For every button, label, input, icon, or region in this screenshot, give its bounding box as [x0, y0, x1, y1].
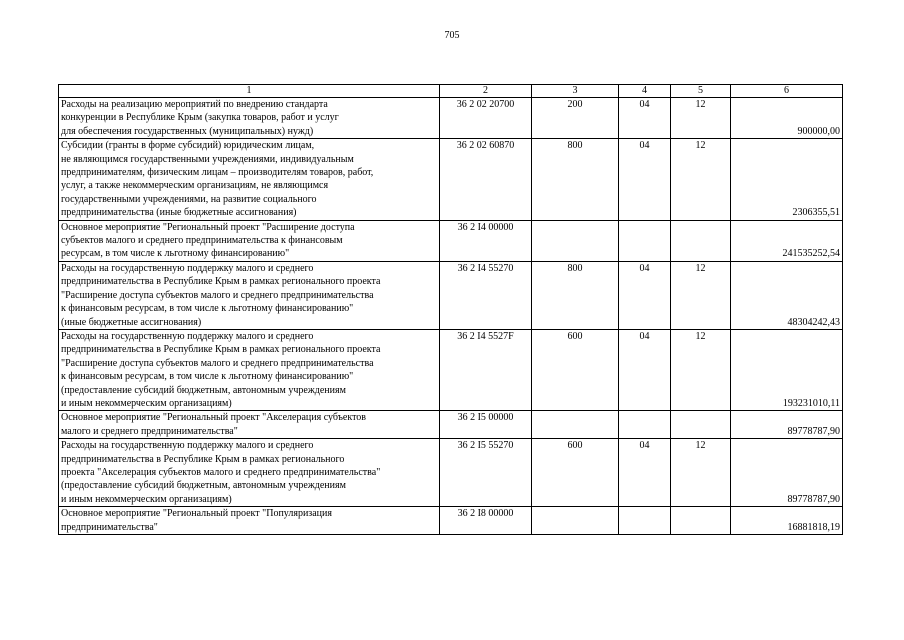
- row-expense-type: 800: [532, 139, 619, 220]
- table-row: [59, 507, 843, 535]
- row-expense-type: 600: [532, 439, 619, 507]
- row-description: Субсидии (гранты в форме субсидий) юридическим лицам, не являющимся государственными учреждениями, индивидуальным предпринимателям, физическим лицам – производителям товаров, работ, услуг, а также некоммерческим организациям, не являющимся государственными учреждениями, на развитие социального предпринимательства (иные бюджетные ассигнования): [59, 139, 440, 220]
- row-subsection: [671, 220, 731, 261]
- header-col-5: 5: [671, 85, 731, 98]
- table-row: [59, 261, 843, 329]
- header-col-1: 1: [59, 85, 440, 98]
- row-section: [619, 507, 671, 535]
- row-code: 36 2 I8 00000: [440, 507, 532, 535]
- row-description: Основное мероприятие "Региональный проект "Акселерация субъектов малого и среднего предпринимательства": [59, 411, 440, 439]
- row-code: 36 2 I5 55270: [440, 439, 532, 507]
- row-amount: 16881818,19: [731, 507, 843, 535]
- header-col-2: 2: [440, 85, 532, 98]
- row-code: 36 2 I4 55270: [440, 261, 532, 329]
- table-row: [59, 439, 843, 507]
- row-description: Расходы на реализацию мероприятий по внедрению стандарта конкуренции в Республике Крым (закупка товаров, работ и услуг для обеспечения государственных (муниципальных) нужд): [59, 98, 440, 139]
- row-amount: 89778787,90: [731, 439, 843, 507]
- row-section: 04: [619, 98, 671, 139]
- table-row: [59, 411, 843, 439]
- row-description: Расходы на государственную поддержку малого и среднего предпринимательства в Республике Крым в рамках регионального проекта "Расширение доступа субъектов малого и среднего предпринимательства к финансовым ресурсам, в том числе к льготному финансированию" (предоставление субсидий бюджетным, автономным учреждениям и иным некоммерческим организациям): [59, 329, 440, 410]
- row-section: 04: [619, 439, 671, 507]
- header-row: [59, 85, 843, 98]
- table-row: [59, 98, 843, 139]
- row-description: Основное мероприятие "Региональный проект "Популяризация предпринимательства": [59, 507, 440, 535]
- header-col-4: 4: [619, 85, 671, 98]
- row-code: 36 2 I4 00000: [440, 220, 532, 261]
- row-subsection: 12: [671, 139, 731, 220]
- row-amount: 193231010,11: [731, 329, 843, 410]
- row-section: [619, 411, 671, 439]
- table-row: [59, 220, 843, 261]
- row-expense-type: [532, 411, 619, 439]
- row-expense-type: [532, 507, 619, 535]
- row-description: Основное мероприятие "Региональный проект "Расширение доступа субъектов малого и среднего предпринимательства к финансовым ресурсам, в том числе к льготному финансированию": [59, 220, 440, 261]
- page-number: 705: [444, 30, 460, 41]
- row-amount: 900000,00: [731, 98, 843, 139]
- row-amount: 89778787,90: [731, 411, 843, 439]
- row-section: [619, 220, 671, 261]
- row-subsection: 12: [671, 261, 731, 329]
- row-subsection: 12: [671, 439, 731, 507]
- row-expense-type: 800: [532, 261, 619, 329]
- row-expense-type: 600: [532, 329, 619, 410]
- row-section: 04: [619, 139, 671, 220]
- row-amount: 48304242,43: [731, 261, 843, 329]
- row-section: 04: [619, 329, 671, 410]
- budget-table: [58, 84, 843, 535]
- header-col-3: 3: [532, 85, 619, 98]
- row-expense-type: [532, 220, 619, 261]
- row-subsection: [671, 507, 731, 535]
- table-row: [59, 329, 843, 410]
- row-expense-type: 200: [532, 98, 619, 139]
- row-description: Расходы на государственную поддержку малого и среднего предпринимательства в Республике Крым в рамках регионального проекта "Расширение доступа субъектов малого и среднего предпринимательства к финансовым ресурсам, в том числе к льготному финансированию" (иные бюджетные ассигнования): [59, 261, 440, 329]
- row-code: 36 2 I4 5527F: [440, 329, 532, 410]
- row-code: 36 2 02 20700: [440, 98, 532, 139]
- row-code: 36 2 I5 00000: [440, 411, 532, 439]
- row-amount: 241535252,54: [731, 220, 843, 261]
- row-code: 36 2 02 60870: [440, 139, 532, 220]
- table-row: [59, 139, 843, 220]
- row-subsection: 12: [671, 329, 731, 410]
- row-subsection: 12: [671, 98, 731, 139]
- header-col-6: 6: [731, 85, 843, 98]
- row-amount: 2306355,51: [731, 139, 843, 220]
- row-section: 04: [619, 261, 671, 329]
- row-subsection: [671, 411, 731, 439]
- row-description: Расходы на государственную поддержку малого и среднего предпринимательства в Республике Крым в рамках регионального проекта "Акселерация субъектов малого и среднего предпринимательства" (предоставление субсидий бюджетным, автономным учреждениям и иным некоммерческим организациям): [59, 439, 440, 507]
